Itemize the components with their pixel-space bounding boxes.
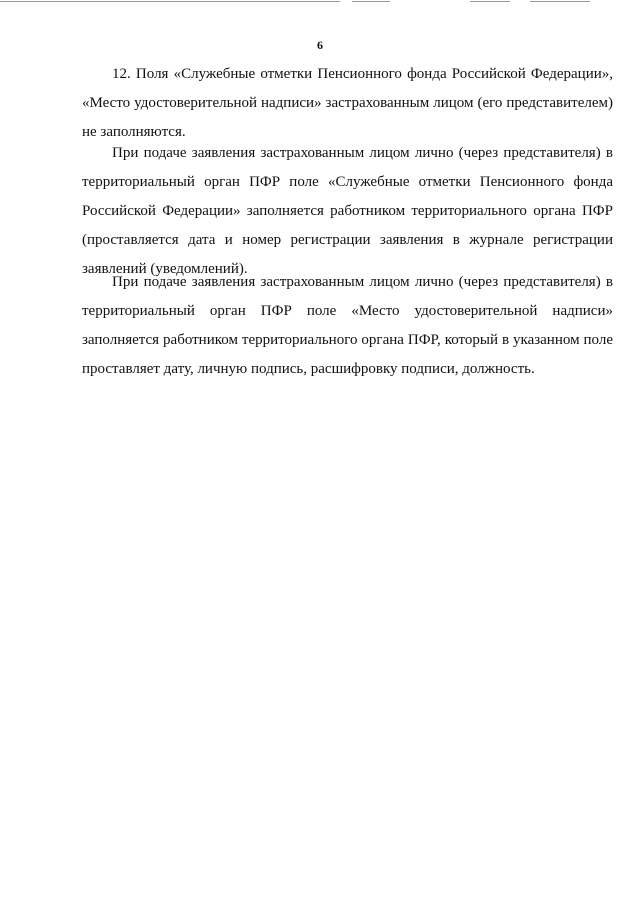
page-number: 6 bbox=[317, 38, 323, 52]
paragraph-certification-place bbox=[82, 268, 613, 399]
scan-edge-artifact bbox=[0, 0, 640, 4]
paragraph-text: При подаче заявления застрахованным лицом лично (через представителя) в территориальный орган ПФР поле «Место удостоверительной надписи» заполняется работником территориального органа ПФР, который в указанном поле проставляет дату, личную подпись, расшифровку подписи, должность. bbox=[82, 274, 613, 377]
paragraph-text: При подаче заявления застрахованным лицом лично (через представителя) в территориальный орган ПФР поле «Служебные отметки Пенсионного фонда Российской Федерации» заполняется работником территориального органа ПФР (проставляется дата и номер регистрации заявления в журнале регистрации заявлений (уведомлений). bbox=[82, 145, 613, 277]
paragraph-text: 12. Поля «Служебные отметки Пенсионного фонда Российской Федерации», «Место удостоверительной надписи» застрахованным лицом (его представителем) не заполняются. bbox=[82, 66, 613, 140]
